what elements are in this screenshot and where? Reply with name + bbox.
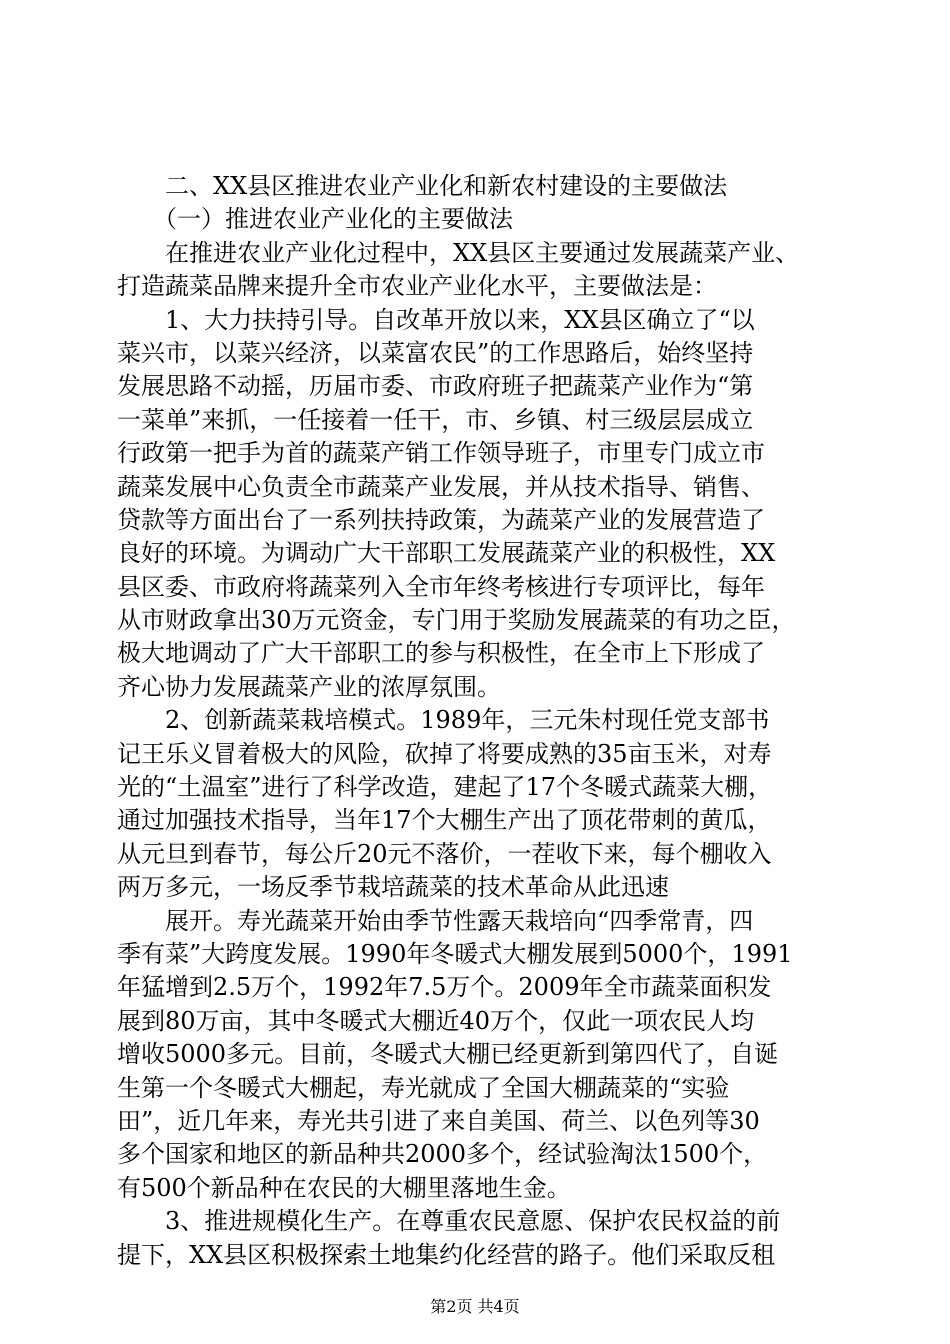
- text-line: 1、大力扶持引导。自改革开放以来，XX县区确立了“以: [117, 305, 755, 334]
- text-line: 通过加强技术指导，当年17个大棚生产出了顶花带刺的黄瓜，: [117, 806, 772, 835]
- text-line: 季有菜”大跨度发展。1990年冬暖式大棚发展到5000个，1991: [117, 939, 793, 968]
- document-body: [117, 170, 845, 1272]
- text-line: 一菜单”来抓，一任接着一任干，市、乡镇、村三级层层成立: [117, 405, 754, 434]
- text-line: 光的“土温室”进行了科学改造，建起了17个冬暖式蔬菜大棚，: [117, 773, 773, 802]
- text-line: 多个国家和地区的新品种共2000多个，经试验淘汰1500个，: [117, 1140, 768, 1169]
- text-line: （一）推进农业产业化的主要做法: [117, 205, 513, 234]
- text-line: 田”，近几年来，寿光共引进了来自美国、荷兰、以色列等30: [117, 1106, 760, 1135]
- text-line: 2、创新蔬菜栽培模式。1989年，三元朱村现任党支部书: [117, 706, 770, 735]
- text-line: 县区委、市政府将蔬菜列入全市年终考核进行专项评比，每年: [117, 572, 765, 601]
- text-line: 二、XX县区推进农业产业化和新农村建设的主要做法: [117, 172, 728, 200]
- text-line: 从市财政拿出30万元资金，专门用于奖励发展蔬菜的有功之臣，: [117, 606, 796, 635]
- text-line: 齐心协力发展蔬菜产业的浓厚氛围。: [117, 672, 501, 701]
- page-footer: 第2页 共4页: [430, 1297, 520, 1316]
- text-line: 展到80万亩，其中冬暖式大棚近40万个，仅此一项农民人均: [117, 1006, 755, 1035]
- text-line: 生第一个冬暖式大棚起，寿光就成了全国大棚蔬菜的“实验: [117, 1073, 730, 1102]
- text-line: 极大地调动了广大干部职工的参与积极性，在全市上下形成了: [117, 639, 765, 668]
- text-line: 3、推进规模化生产。在尊重农民意愿、保护农民权益的前: [117, 1207, 781, 1236]
- text-line: 从元旦到春节，每公斤20元不落价，一茬收下来，每个棚收入: [117, 839, 772, 868]
- text-line: 展开。寿光蔬菜开始由季节性露天栽培向“四季常青，四: [117, 906, 754, 935]
- text-line: 贷款等方面出台了一系列扶持政策，为蔬菜产业的发展营造了: [117, 505, 765, 534]
- text-line: 良好的环境。为调动广大干部职工发展蔬菜产业的积极性，XX: [117, 539, 776, 568]
- text-line: 年猛增到2.5万个，1992年7.5万个。2009年全市蔬菜面积发: [117, 973, 772, 1002]
- text-line: 在推进农业产业化过程中，XX县区主要通过发展蔬菜产业、: [117, 238, 800, 267]
- text-line: 增收5000多元。目前，冬暖式大棚已经更新到第四代了，自诞: [117, 1040, 779, 1069]
- text-line: 提下，XX县区积极探索土地集约化经营的路子。他们采取反租: [117, 1240, 776, 1269]
- text-line: 有500个新品种在农民的大棚里落地生金。: [117, 1173, 571, 1202]
- text-line: 记王乐义冒着极大的风险，砍掉了将要成熟的35亩玉米，对寿: [117, 739, 772, 768]
- text-line: 两万多元，一场反季节栽培蔬菜的技术革命从此迅速: [117, 873, 669, 902]
- text-line: 菜兴市，以菜兴经济，以菜富农民”的工作思路后，始终坚持: [117, 338, 754, 367]
- text-line: 行政第一把手为首的蔬菜产销工作领导班子，市里专门成立市: [117, 439, 765, 468]
- text-line: 发展思路不动摇，历届市委、市政府班子把蔬菜产业作为“第: [117, 372, 754, 401]
- text-line: 蔬菜发展中心负责全市蔬菜产业发展，并从技术指导、销售、: [117, 472, 765, 501]
- text-line: 打造蔬菜品牌来提升全市农业产业化水平，主要做法是：: [117, 272, 717, 301]
